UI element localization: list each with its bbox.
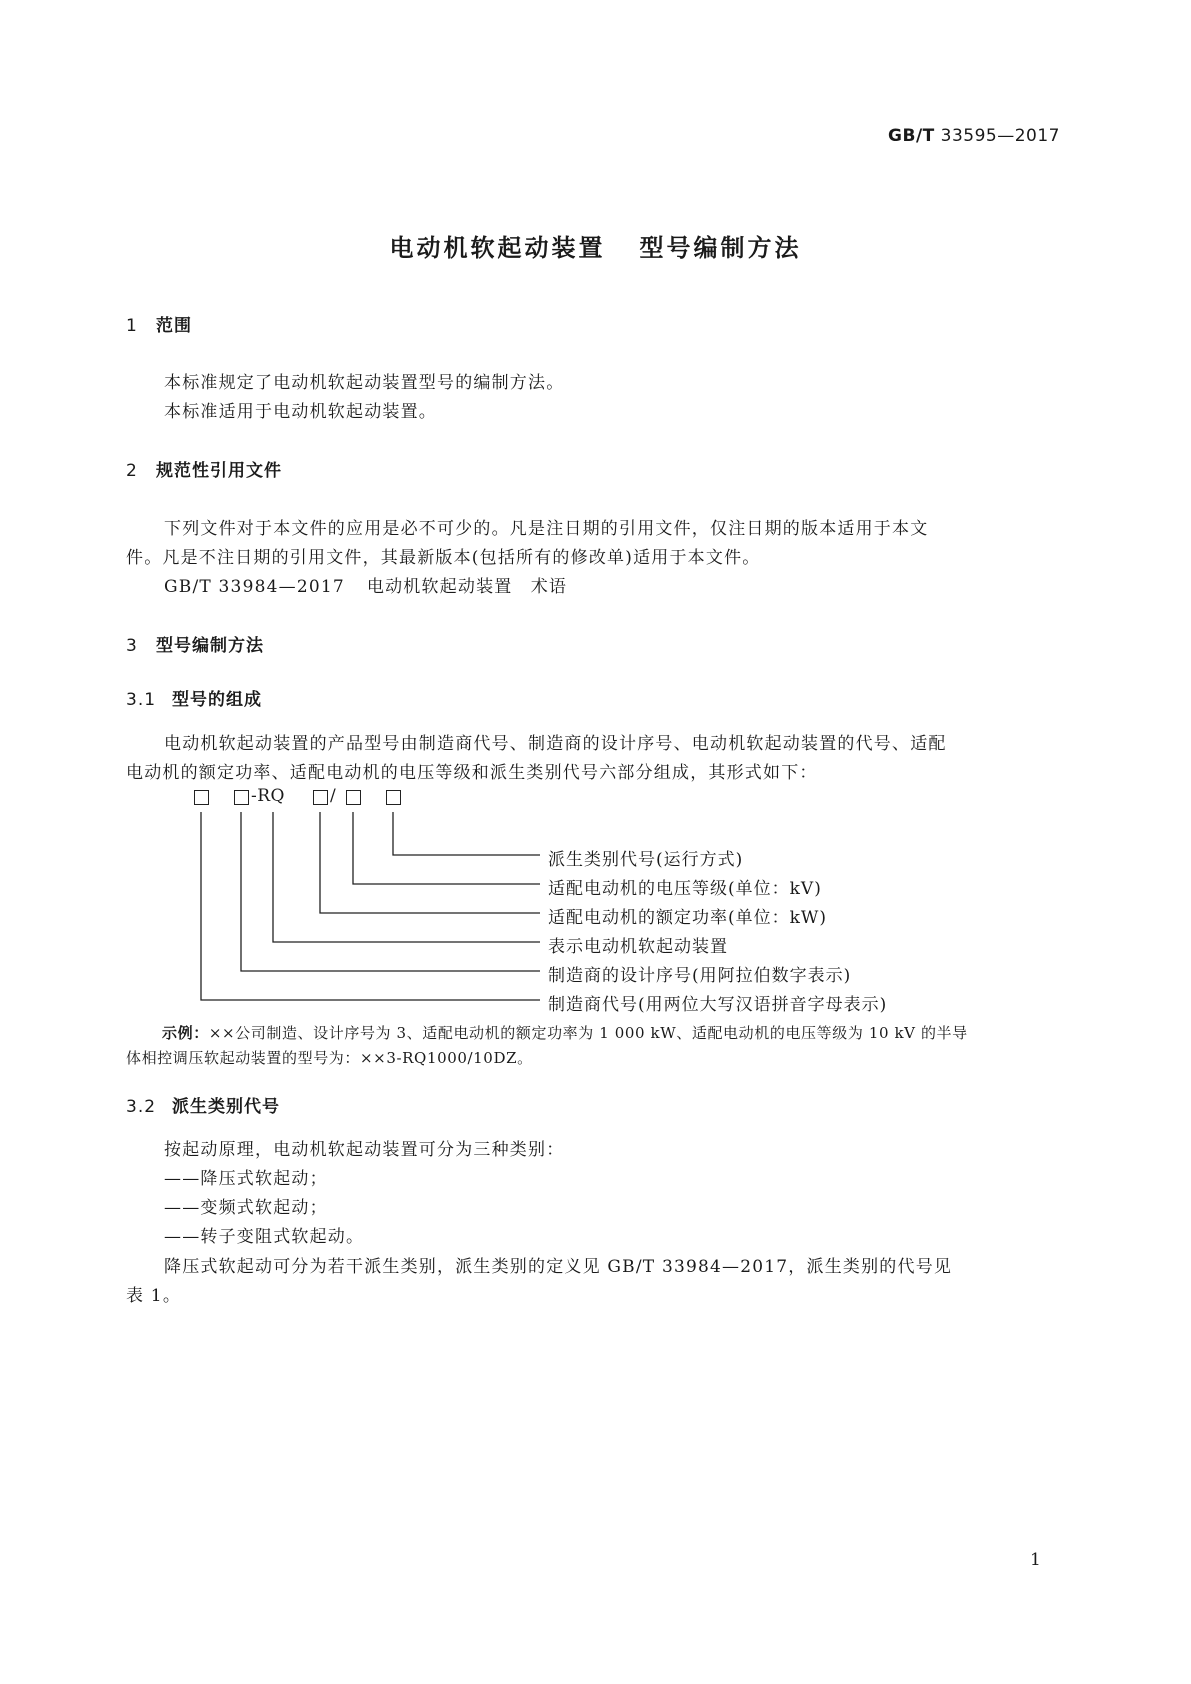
section-2-title: 规范性引用文件 bbox=[156, 461, 282, 481]
section-2-number: 2 bbox=[126, 461, 138, 481]
section-2-paragraph-line-2: 件。凡是不注日期的引用文件，其最新版本(包括所有的修改单)适用于本文件。 bbox=[126, 548, 761, 568]
label-manufacturer-code: 制造商代号(用两位大写汉语拼音字母表示) bbox=[548, 995, 888, 1015]
label-rated-power: 适配电动机的额定功率(单位：kW) bbox=[548, 908, 828, 928]
leader-line-derivative-type bbox=[393, 812, 540, 855]
section-3-2-title: 派生类别代号 bbox=[172, 1097, 280, 1117]
example-label: 示例： bbox=[162, 1024, 209, 1042]
page-number: 1 bbox=[1030, 1550, 1041, 1570]
standard-code: 33595—2017 bbox=[940, 126, 1060, 146]
section-3-2-heading bbox=[126, 1092, 280, 1117]
section-3-number: 3 bbox=[126, 636, 138, 656]
section-3-1-paragraph-line-2: 电动机的额定功率、适配电动机的电压等级和派生类别代号六部分组成，其形式如下： bbox=[126, 763, 818, 783]
section-3-2-number: 3.2 bbox=[126, 1097, 157, 1117]
label-rq-code: 表示电动机软起动装置 bbox=[548, 937, 728, 957]
leader-line-rq-code bbox=[273, 812, 540, 942]
standard-prefix: GB/T bbox=[888, 126, 935, 146]
label-voltage-level: 适配电动机的电压等级(单位：kV) bbox=[548, 879, 822, 899]
section-3-2-paragraph-2-line-1: 降压式软起动可分为若干派生类别，派生类别的定义见 GB/T 33984—2017，派生类别的代号见 bbox=[164, 1257, 953, 1277]
section-1-number: 1 bbox=[126, 316, 138, 336]
list-item-2: ——变频式软起动； bbox=[164, 1198, 328, 1218]
section-3-title: 型号编制方法 bbox=[156, 636, 264, 656]
section-2-paragraph-line-1: 下列文件对于本文件的应用是必不可少的。凡是注日期的引用文件，仅注日期的版本适用于本文 bbox=[164, 519, 929, 539]
reference-code: GB/T 33984—2017 bbox=[164, 577, 345, 597]
section-1-title: 范围 bbox=[156, 316, 192, 336]
leader-line-voltage-level bbox=[353, 812, 540, 884]
section-3-1-title: 型号的组成 bbox=[172, 690, 262, 710]
section-1-paragraph-2: 本标准适用于电动机软起动装置。 bbox=[164, 402, 437, 422]
label-derivative-type: 派生类别代号(运行方式) bbox=[548, 850, 744, 870]
section-3-1-number: 3.1 bbox=[126, 690, 157, 710]
list-item-1: ——降压式软起动； bbox=[164, 1169, 328, 1189]
section-3-1-paragraph-line-1: 电动机软起动装置的产品型号由制造商代号、制造商的设计序号、电动机软起动装置的代号、适配 bbox=[164, 734, 947, 754]
title-part2: 型号编制方法 bbox=[639, 234, 802, 262]
example-text-1: ××公司制造、设计序号为 3、适配电动机的额定功率为 1 000 kW、适配电动机的电压等级为 10 kV 的半导 bbox=[208, 1024, 968, 1042]
example-line-1 bbox=[162, 1022, 968, 1043]
rq-code: -RQ bbox=[251, 786, 285, 806]
leader-line-manufacturer-code bbox=[201, 812, 540, 1000]
reference-title: 电动机软起动装置 术语 bbox=[366, 577, 568, 597]
label-design-serial: 制造商的设计序号(用阿拉伯数字表示) bbox=[548, 966, 852, 986]
section-3-2-paragraph-1: 按起动原理，电动机软起动装置可分为三种类别： bbox=[164, 1140, 565, 1160]
section-3-2-paragraph-2-line-2: 表 1。 bbox=[126, 1286, 182, 1306]
title-part1: 电动机软起动装置 bbox=[389, 234, 606, 262]
list-item-3: ——转子变阻式软起动。 bbox=[164, 1227, 365, 1247]
example-line-2: 体相控调压软起动装置的型号为：××3-RQ1000/10DZ。 bbox=[126, 1049, 533, 1067]
slash-separator: / bbox=[330, 786, 337, 806]
leader-line-design-serial bbox=[241, 812, 540, 971]
section-1-paragraph-1: 本标准规定了电动机软起动装置型号的编制方法。 bbox=[164, 373, 565, 393]
